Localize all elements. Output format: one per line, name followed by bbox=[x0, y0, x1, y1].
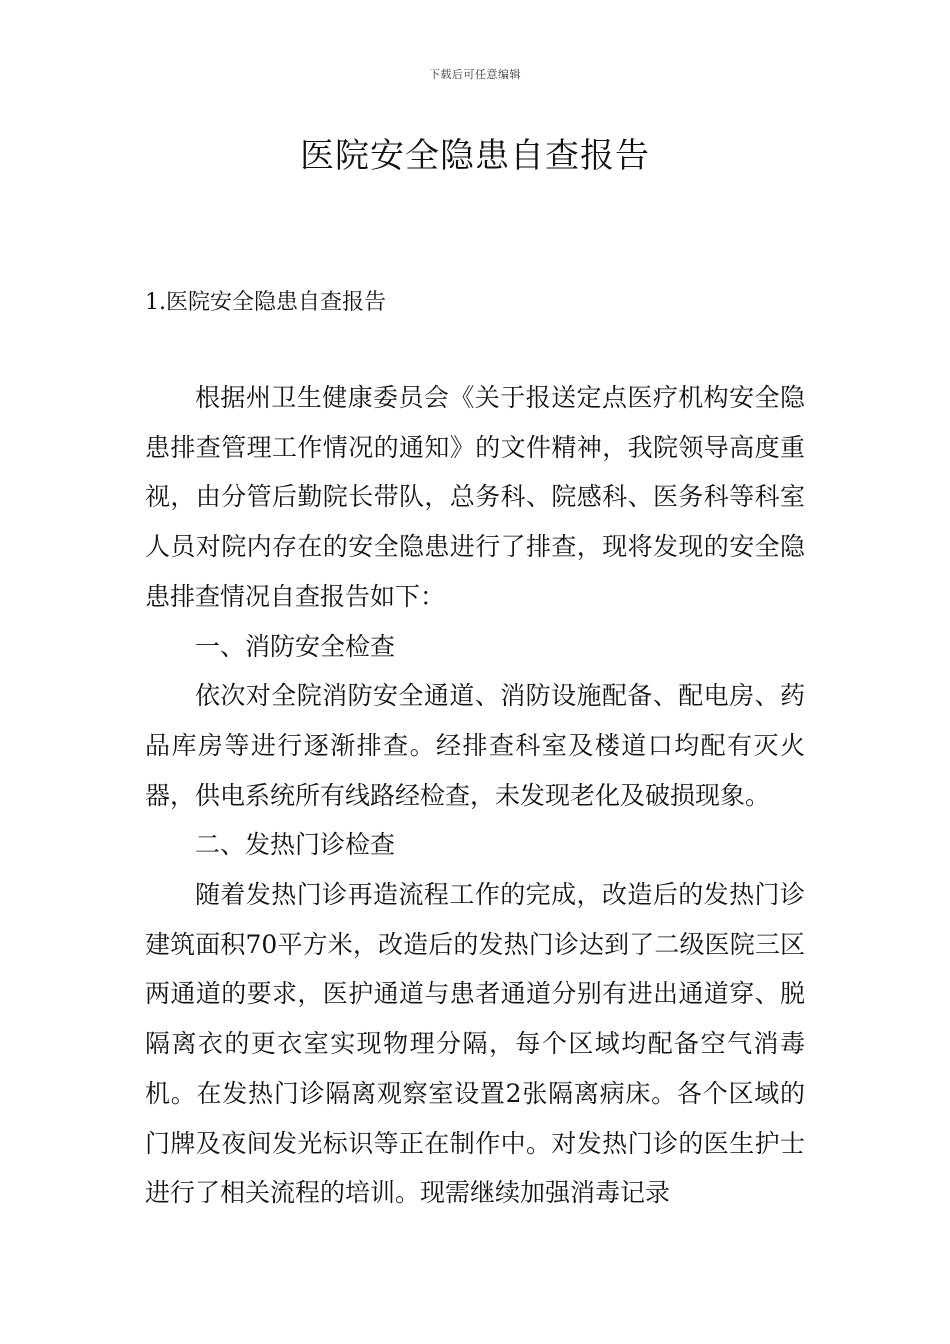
section-heading: 1.医院安全隐患自查报告 bbox=[145, 290, 386, 315]
fever-clinic-paragraph: 随着发热门诊再造流程工作的完成，改造后的发热门诊建筑面积70平方米，改造后的发热门诊达到了二级医院三区两通道的要求，医护通道与患者通道分别有进出通道穿、脱隔离衣的更衣室实现物理分隔，每个区域均配备空气消毒机。在发热门诊隔离观察室设置2张隔离病床。各个区域的门牌及夜间发光标识等正在制作中。对发热门诊的医生护士进行了相关流程的培训。现需继续加强消毒记录 bbox=[145, 880, 805, 1208]
subheading-fever-clinic: 二、发热门诊检查 bbox=[195, 830, 396, 860]
subheading-fire-safety: 一、消防安全检查 bbox=[195, 631, 396, 661]
header-note: 下载后可任意编辑 bbox=[429, 68, 521, 81]
document-body bbox=[145, 373, 805, 1218]
intro-paragraph: 根据州卫生健康委员会《关于报送定点医疗机构安全隐患排查管理工作情况的通知》的文件精神，我院领导高度重视，由分管后勤院长带队，总务科、院感科、医务科等科室人员对院内存在的安全隐患进行了排查，现将发现的安全隐患排查情况自查报告如下： bbox=[145, 383, 805, 611]
document-title: 医院安全隐患自查报告 bbox=[300, 136, 650, 176]
fire-safety-paragraph: 依次对全院消防安全通道、消防设施配备、配电房、药品库房等进行逐渐排查。经排查科室及楼道口均配有灭火器，供电系统所有线路经检查，未发现老化及破损现象。 bbox=[145, 681, 805, 810]
